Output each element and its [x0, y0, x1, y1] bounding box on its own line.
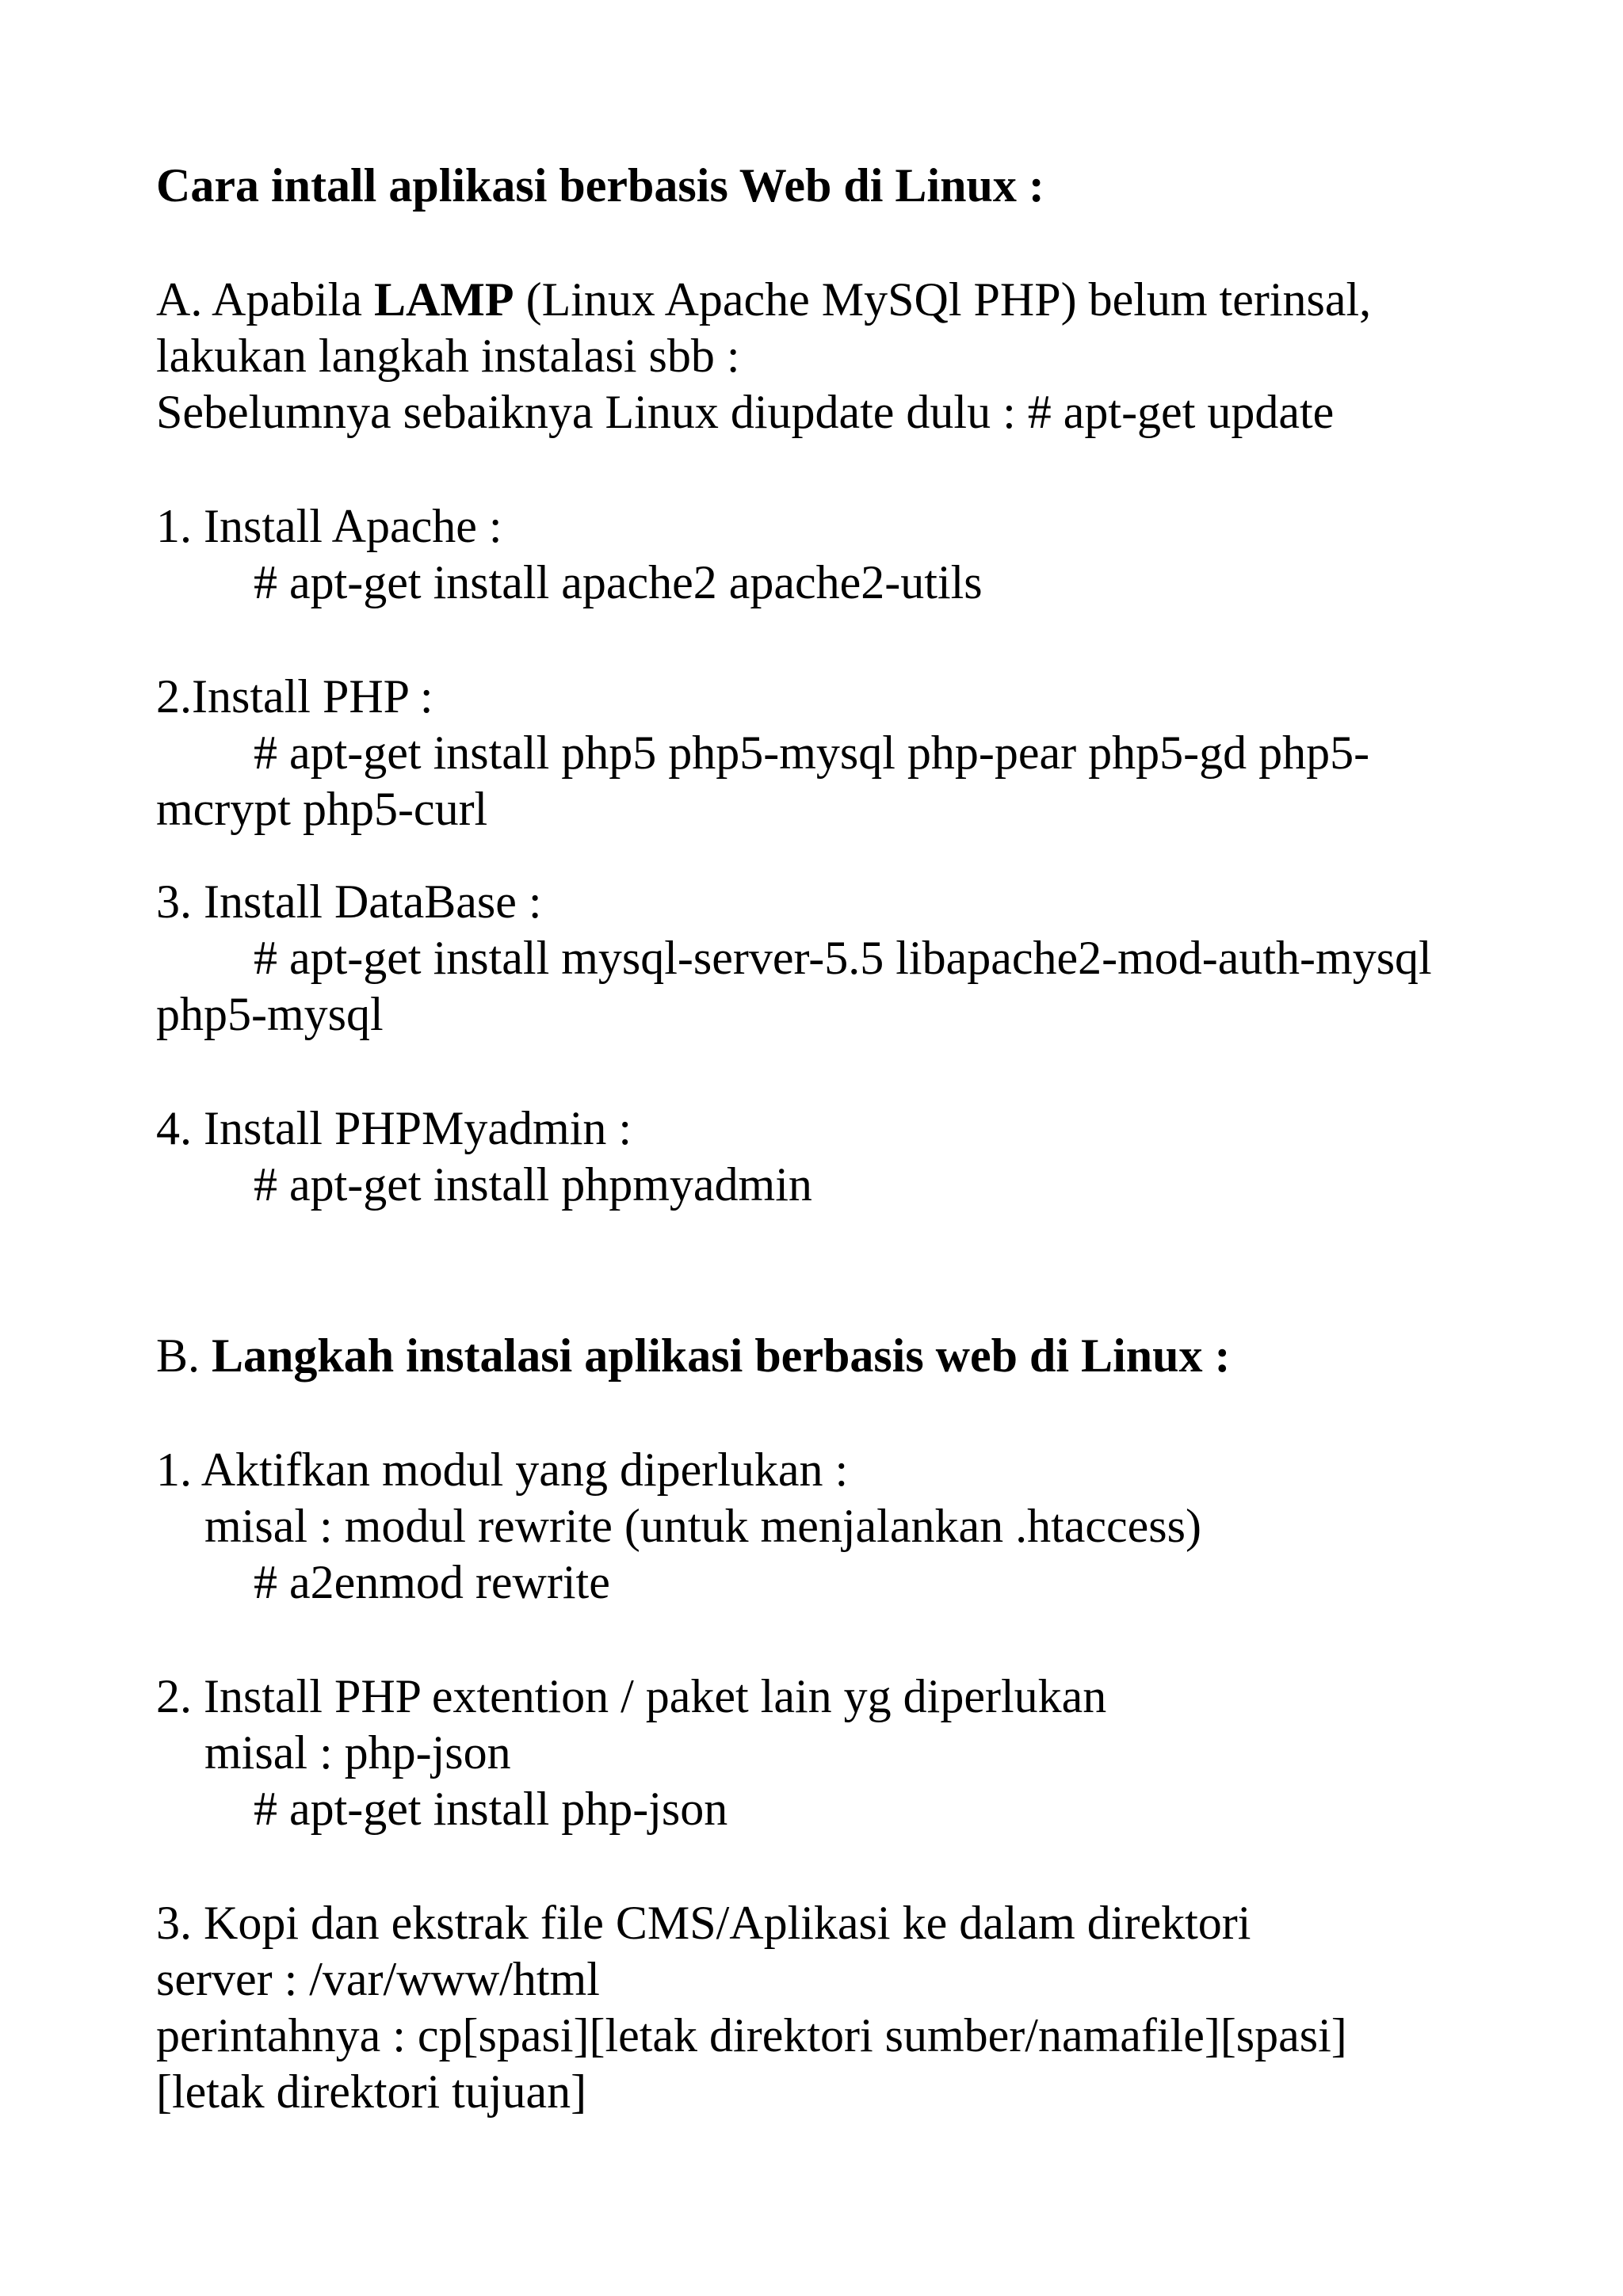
step-a4-heading: 4. Install PHPMyadmin : [156, 1102, 632, 1154]
step-a2-command-cont: mcrypt php5-curl [156, 783, 488, 835]
step-b1-heading: 1. Aktifkan modul yang diperlukan : [156, 1444, 849, 1496]
step-a1-heading: 1. Install Apache : [156, 500, 502, 552]
document-title: Cara intall aplikasi berbasis Web di Linux : [156, 159, 1044, 212]
step-b3-heading: 3. Kopi dan ekstrak file CMS/Aplikasi ke dalam direktori [156, 1897, 1251, 1949]
step-a3-heading: 3. Install DataBase : [156, 875, 542, 928]
step-b3-line2: server : /var/www/html [156, 1953, 600, 2005]
step-b1-example: misal : modul rewrite (untuk menjalankan .htaccess) [204, 1500, 1201, 1552]
step-a4-command: # apt-get install phpmyadmin [254, 1158, 812, 1211]
step-b2-heading: 2. Install PHP extention / paket lain yg diperlukan [156, 1670, 1107, 1722]
step-b3-line4: [letak direktori tujuan] [156, 2065, 587, 2118]
section-a-prefix: A. Apabila [156, 273, 374, 326]
step-a1-command: # apt-get install apache2 apache2-utils [254, 556, 983, 608]
step-b1-command: # a2enmod rewrite [254, 1556, 610, 1608]
section-a-intro [156, 271, 1371, 328]
lamp-term: LAMP [373, 273, 514, 326]
section-b-heading [156, 1327, 1230, 1384]
step-b2-command: # apt-get install php-json [254, 1783, 728, 1835]
step-b3-line3: perintahnya : cp[spasi][letak direktori sumber/namafile][spasi] [156, 2009, 1347, 2061]
section-a-update-note: Sebelumnya sebaiknya Linux diupdate dulu : # apt-get update [156, 386, 1335, 438]
step-a2-command: # apt-get install php5 php5-mysql php-pear php5-gd php5- [254, 727, 1370, 779]
section-a-suffix: (Linux Apache MySQl PHP) belum terinsal, [514, 273, 1372, 326]
step-b2-example: misal : php-json [204, 1726, 511, 1779]
section-a-line2: lakukan langkah instalasi sbb : [156, 330, 740, 382]
step-a3-command: # apt-get install mysql-server-5.5 libapache2-mod-auth-mysql [254, 932, 1432, 984]
section-b-prefix: B. [156, 1329, 212, 1382]
step-a2-heading: 2.Install PHP : [156, 670, 433, 723]
section-b-title: Langkah instalasi aplikasi berbasis web di Linux : [212, 1329, 1231, 1382]
step-a3-command-cont: php5-mysql [156, 988, 384, 1040]
